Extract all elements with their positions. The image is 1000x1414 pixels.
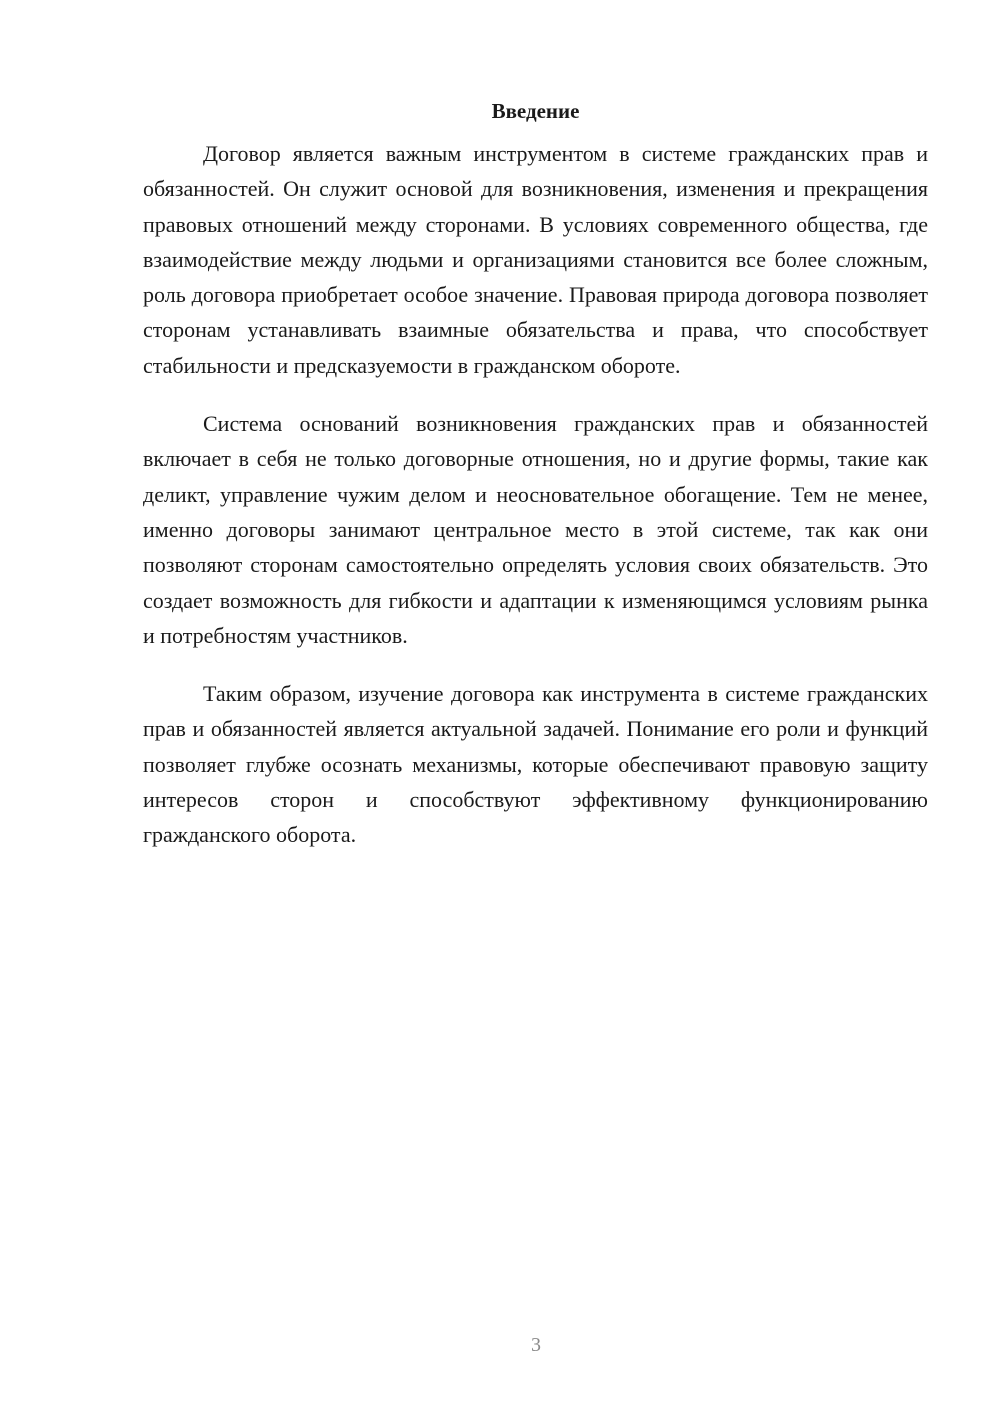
paragraph-1: Договор является важным инструментом в системе гражданских прав и обязанностей. Он служит основой для возникновения, изменения и прекращения правовых отношений между сторонами. В условиях современного общества, где взаимодействие между людьми и организациями становится все более сложным, роль договора приобретает особое значение. Правовая природа договора позволяет сторонам устанавливать взаимные обязательства и права, что способствует стабильности и предсказуемости в гражданском обороте. [143, 141, 928, 378]
page-content [143, 96, 928, 876]
section-title: Введение [491, 99, 580, 123]
paragraph-3: Таким образом, изучение договора как инструмента в системе гражданских прав и обязанностей является актуальной задачей. Понимание его роли и функций позволяет глубже осознать механизмы, которые обеспечивают правовую защиту интересов сторон и способствуют эффективному функционированию гражданского оборота. [143, 681, 928, 848]
paragraph-2: Система оснований возникновения гражданских прав и обязанностей включает в себя не только договорные отношения, но и другие формы, такие как деликт, управление чужим делом и неосновательное обогащение. Тем не менее, именно договоры занимают центральное место в этой системе, так как они позволяют сторонам самостоятельно определять условия своих обязательств. Это создает возможность для гибкости и адаптации к изменяющимся условиям рынка и потребностям участников. [143, 411, 928, 648]
page-number: 3 [531, 1334, 541, 1356]
